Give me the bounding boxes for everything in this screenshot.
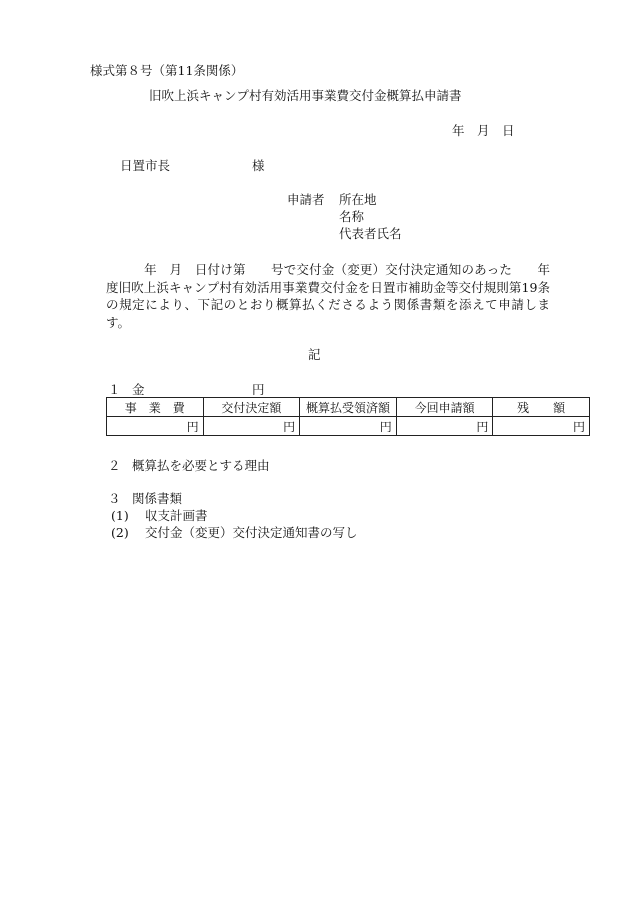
section-1-unit: 円 [252, 382, 265, 397]
section-2-number: ２ [108, 458, 121, 473]
table-cell-decided-amount[interactable]: 円 [203, 417, 300, 436]
amount-table-header-row [107, 398, 590, 417]
document-title: 旧吹上浜キャンプ村有効活用事業費交付金概算払申請書 [149, 88, 462, 103]
table-header-decided-amount: 交付決定額 [203, 398, 300, 417]
table-cell-project-cost[interactable]: 円 [107, 417, 204, 436]
table-header-received-amount: 概算払受領済額 [300, 398, 397, 417]
date-line: 年 月 日 [452, 123, 515, 138]
table-header-project-cost: 事 業 費 [107, 398, 204, 417]
table-cell-requested-amount[interactable]: 円 [396, 417, 493, 436]
section-2-label: 概算払を必要とする理由 [132, 458, 270, 473]
attachment-1-label: 収支計画書 [145, 508, 208, 523]
amount-table [106, 397, 590, 436]
applicant-rep-label: 代表者氏名 [339, 226, 402, 241]
table-cell-remaining-amount[interactable]: 円 [493, 417, 590, 436]
section-1-label: 金 [132, 382, 145, 397]
applicant-label: 申請者 [287, 192, 325, 207]
applicant-address-label: 所在地 [339, 192, 377, 207]
form-number: 様式第８号（第11条関係） [90, 63, 244, 78]
section-3-number: ３ [108, 491, 121, 506]
attachment-1-number: (1) [111, 508, 129, 523]
section-1-number: １ [108, 382, 121, 397]
table-cell-received-amount[interactable]: 円 [300, 417, 397, 436]
applicant-name-label: 名称 [339, 209, 365, 224]
request-body: 年 月 日付け第 号で交付金（変更）交付決定通知のあった 年度旧吹上浜キャンプ村有効活用事業費交付金を日置市補助金等交付規則第19条の規定により、下記のとおり概算払くださるよう関係書類を添えて申請します。 [106, 262, 550, 330]
section-3-label: 関係書類 [132, 491, 183, 506]
table-header-remaining-amount: 残 額 [493, 398, 590, 417]
attachment-2-number: (2) [111, 525, 129, 540]
table-header-requested-amount: 今回申請額 [396, 398, 493, 417]
attachment-2-label: 交付金（変更）交付決定通知書の写し [145, 525, 358, 540]
addressee: 日置市長 [120, 158, 171, 173]
ki-heading: 記 [308, 347, 321, 362]
amount-table-value-row [107, 417, 590, 436]
honorific: 様 [252, 158, 265, 173]
